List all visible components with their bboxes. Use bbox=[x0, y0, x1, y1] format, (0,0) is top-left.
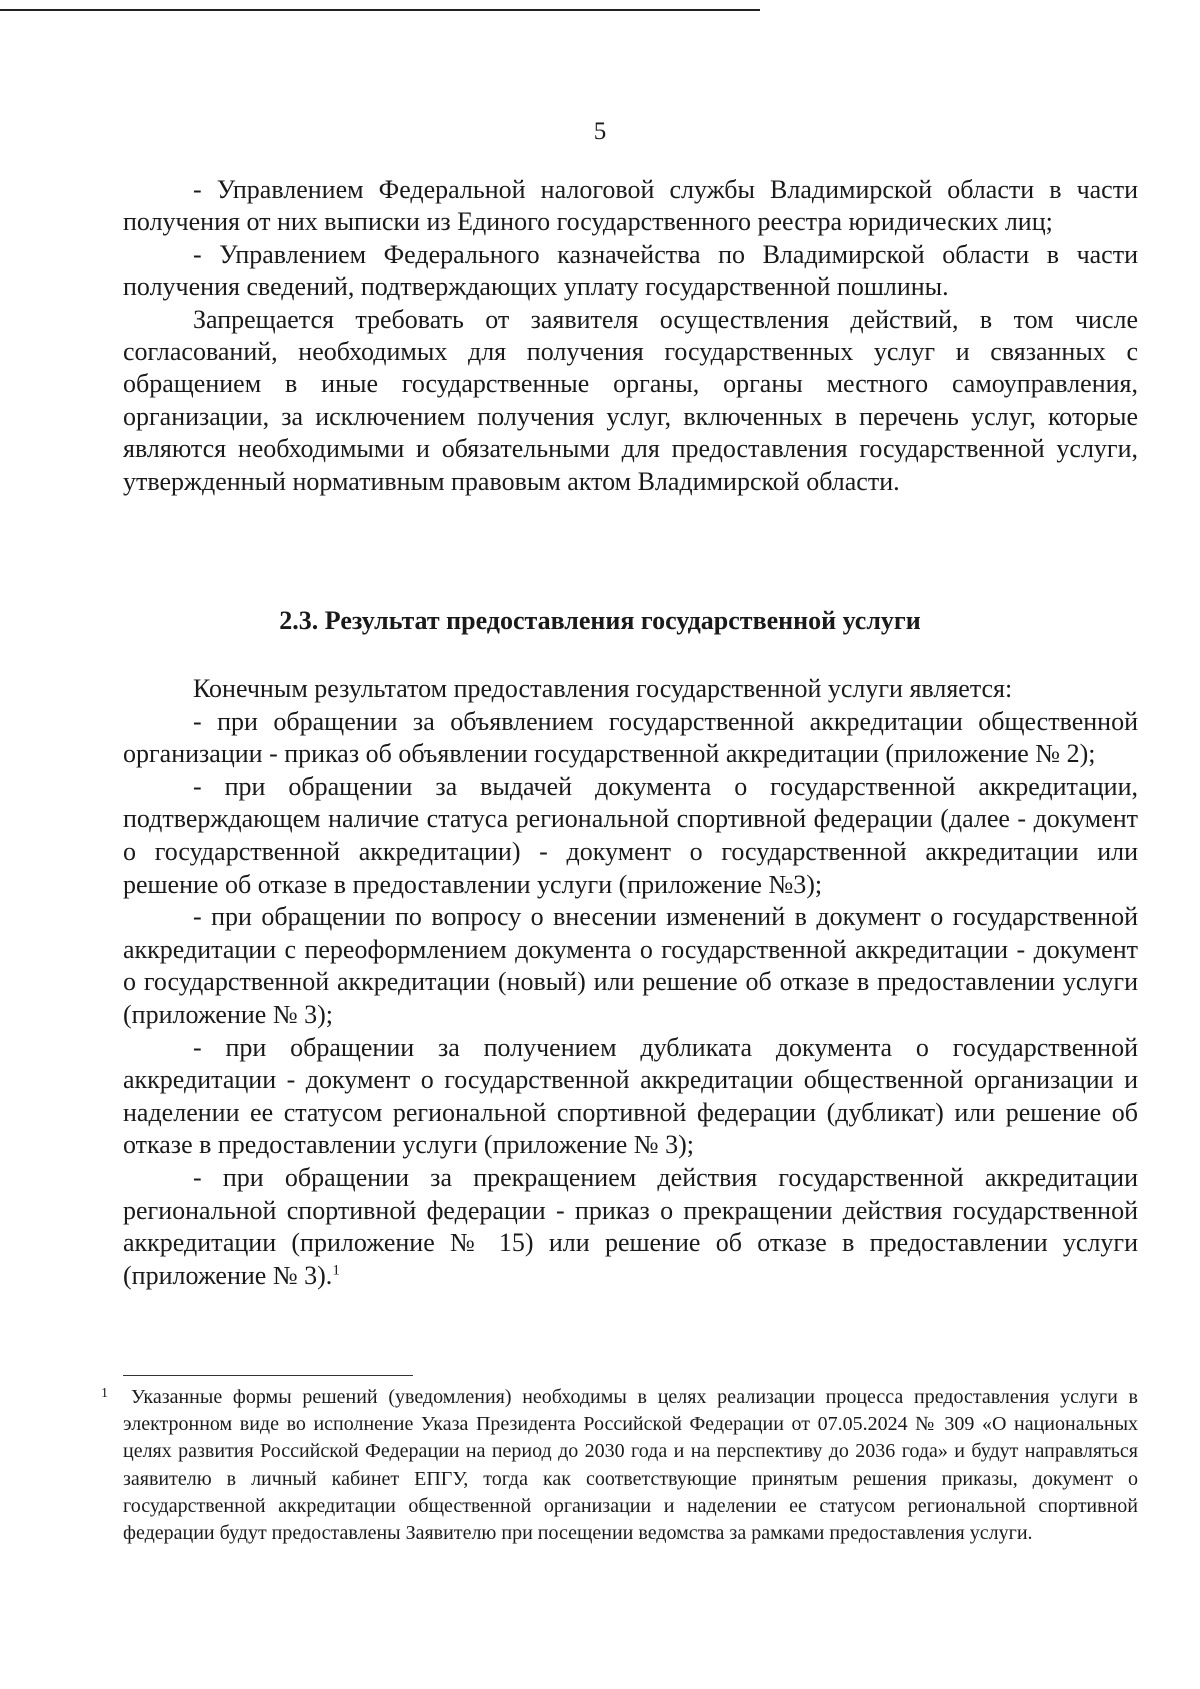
section-heading: 2.3. Результат предоставления государственной услуги bbox=[279, 606, 921, 635]
paragraph-result-termination bbox=[123, 1162, 1138, 1292]
paragraph-treasury: - Управлением Федерального казначейства по Владимирской области в части получения сведений, подтверждающих уплату государственной пошлины. bbox=[123, 239, 1138, 302]
paragraph-result-issuance: - при обращении за выдачей документа о государственной аккредитации, подтверждающем наличие статуса региональной спортивной федерации (далее - документ о государственной аккредитации) - документ о государственной аккредитации или решение об отказе в предоставлении услуги (приложение №3); bbox=[123, 771, 1138, 899]
paragraph-result-announcement: - при обращении за объявлением государственной аккредитации общественной организации - приказ об объявлении государственной аккредитации (приложение № 2); bbox=[123, 706, 1138, 769]
footnote-reference: 1 bbox=[332, 1262, 340, 1279]
termination-text: - при обращении за прекращением действия государственной аккредитации региональной спортивной федерации - приказ о прекращении действия государственной аккредитации (приложение № 15) или решение об отказе в предоставлении услуги (приложение № 3). bbox=[123, 1162, 1138, 1290]
body-text-block bbox=[123, 174, 1138, 498]
footnote-paragraph bbox=[101, 1384, 1138, 1547]
page-number: 5 bbox=[593, 118, 607, 145]
result-text-block bbox=[123, 673, 1138, 1292]
paragraph-result-changes: - при обращении по вопросу о внесении изменений в документ о государственной аккредитации с переоформлением документа о государственной аккредитации - документ о государственной аккредитации (новый) или решение об отказе в предоставлении услуги (приложение № 3); bbox=[123, 902, 1138, 1029]
footnote-separator bbox=[123, 1375, 413, 1376]
paragraph-result-intro: Конечным результатом предоставления государственной услуги является: bbox=[193, 674, 1013, 703]
paragraph-prohibition: Запрещается требовать от заявителя осуществления действий, в том числе согласований, необходимых для получения государственных услуг и связанных с обращением в иные государственные органы, органы местного самоуправления, организации, за исключением получения услуг, включенных в перечень услуг, которые являются необходимыми и обязательными для предоставления государственной услуги, утвержденный нормативным правовым актом Владимирской области. bbox=[123, 304, 1138, 496]
footnote bbox=[101, 1384, 1138, 1547]
footnote-mark: 1 bbox=[101, 1386, 108, 1401]
paragraph-result-duplicate: - при обращении за получением дубликата документа о государственной аккредитации - документ о государственной аккредитации общественной организации и наделении ее статусом региональной спортивной федерации (дубликат) или решение об отказе в предоставлении услуги (приложение № 3); bbox=[123, 1032, 1138, 1160]
footnote-text: Указанные формы решений (уведомления) необходимы в целях реализации процесса предоставления услуги в электронном виде во исполнение Указа Президента Российской Федерации от 07.05.2024 № 309 «О национальных целях развития Российской Федерации на период до 2030 года и на перспективу до 2036 года» и будут направляться заявителю в личный кабинет ЕПГУ, тогда как соответствующие принятым решения приказы, документ о государственной аккредитации общественной организации и наделении ее статусом региональной спортивной федерации будут предоставлены Заявителю при посещении ведомства за рамками предоставления услуги. bbox=[123, 1386, 1138, 1545]
paragraph-fns: - Управлением Федеральной налоговой службы Владимирской области в части получения от них выписки из Единого государственного реестра юридических лиц; bbox=[123, 175, 1138, 237]
scan-border-line bbox=[0, 9, 760, 11]
